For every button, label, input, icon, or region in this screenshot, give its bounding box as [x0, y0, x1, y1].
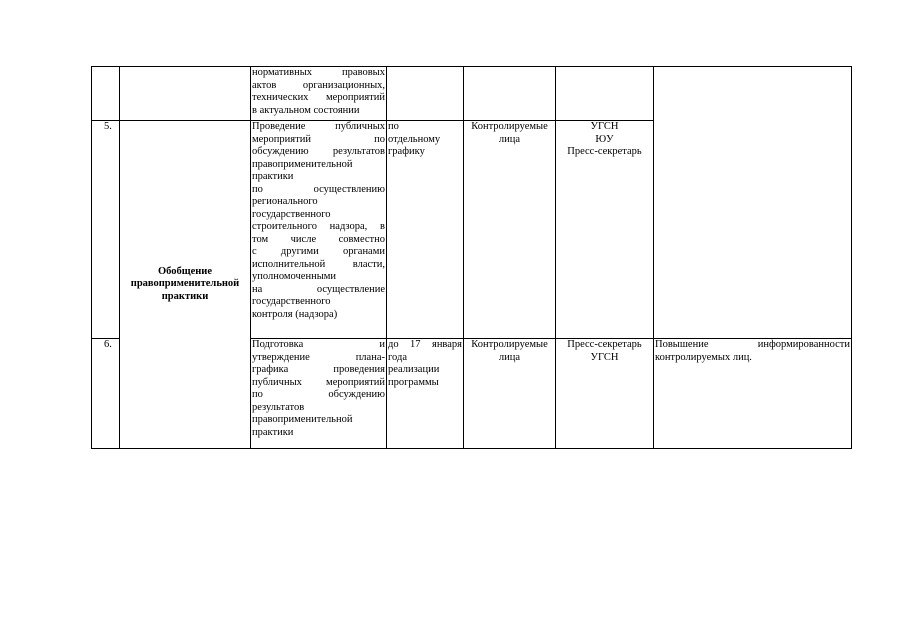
participants-text: Контролируемые лица: [471, 121, 548, 145]
activity-line: уполномоченными: [252, 271, 337, 282]
term-line: по: [388, 121, 399, 132]
cell-section-empty: [120, 67, 251, 121]
activity-line: регионального: [252, 196, 318, 207]
activity-line: том числе совместно: [252, 233, 385, 245]
activity-line: практики: [252, 171, 294, 182]
section-title-line: Обобщение: [157, 265, 213, 277]
participants-text: Контролируемые лица: [471, 339, 548, 363]
responsible-line: ЮУ: [595, 133, 614, 145]
activity-line: по осуществлению: [252, 183, 385, 195]
cell-result-merged: [654, 67, 852, 339]
activity-line: мероприятий по: [252, 133, 385, 145]
section-title-line: правоприменительной: [130, 278, 240, 290]
plan-table: [91, 66, 852, 449]
activity-line: нормативных правовых: [252, 67, 385, 78]
activity-line: государственного: [252, 296, 331, 307]
activity-line: с другими органами: [252, 246, 385, 257]
cell-term: [387, 339, 464, 449]
term-line: программы: [388, 376, 439, 388]
activity-line: результатов: [252, 401, 305, 413]
cell-result: [654, 339, 852, 449]
cell-responsible-empty: [556, 67, 654, 121]
activity-line: правоприменительной: [252, 158, 353, 170]
activity-line: государственного: [252, 208, 331, 220]
row-number: 6.: [92, 339, 120, 449]
activity-line: Проведение публичных: [252, 121, 385, 132]
cell-activity: [251, 339, 387, 449]
activity-line: по обсуждению: [252, 389, 385, 400]
section-title: [120, 121, 251, 449]
activity-line: в актуальном состоянии: [252, 104, 360, 116]
activity-line: правоприменительной: [252, 414, 353, 425]
activity-line: контроля (надзора): [252, 308, 338, 320]
cell-activity: [251, 121, 387, 339]
activity-line: обсуждению результатов: [252, 146, 385, 157]
cell-term: [387, 121, 464, 339]
term-line: года: [388, 351, 407, 363]
activity-line: утверждение плана-: [252, 351, 385, 363]
cell-participants: [464, 121, 556, 339]
activity-line: графика проведения: [252, 364, 385, 375]
term-line: до 17 января: [388, 339, 462, 350]
cell-participants: [464, 339, 556, 449]
activity-line: Подготовка и: [252, 339, 385, 350]
activity-line: публичных мероприятий: [252, 376, 385, 388]
activity-line: строительного надзора, в: [252, 221, 385, 232]
section-title-line: практики: [161, 290, 209, 302]
responsible-line: УГСН: [590, 351, 619, 363]
activity-line: технических мероприятий: [252, 92, 385, 103]
responsible-line: Пресс-секретарь: [567, 339, 642, 350]
activity-line: исполнительной власти,: [252, 258, 385, 270]
cell-num-empty: [92, 67, 120, 121]
responsible-line: УГСН: [590, 121, 619, 132]
term-line: отдельному: [388, 133, 441, 145]
row-number: 5.: [92, 121, 120, 339]
cell-participants-empty: [464, 67, 556, 121]
cell-responsible: [556, 121, 654, 339]
responsible-line: Пресс-секретарь: [567, 146, 642, 157]
cell-activity-continuation: [251, 67, 387, 121]
table-row-continuation: [92, 67, 852, 121]
activity-line: практики: [252, 426, 294, 438]
term-line: графику: [388, 146, 425, 157]
activity-line: на осуществление: [252, 283, 385, 295]
activity-line: актов организационных,: [252, 79, 385, 91]
cell-term-empty: [387, 67, 464, 121]
cell-responsible: [556, 339, 654, 449]
result-text: Повышение информированности контролируемых лиц.: [655, 339, 850, 363]
term-line: реализации: [388, 364, 440, 375]
